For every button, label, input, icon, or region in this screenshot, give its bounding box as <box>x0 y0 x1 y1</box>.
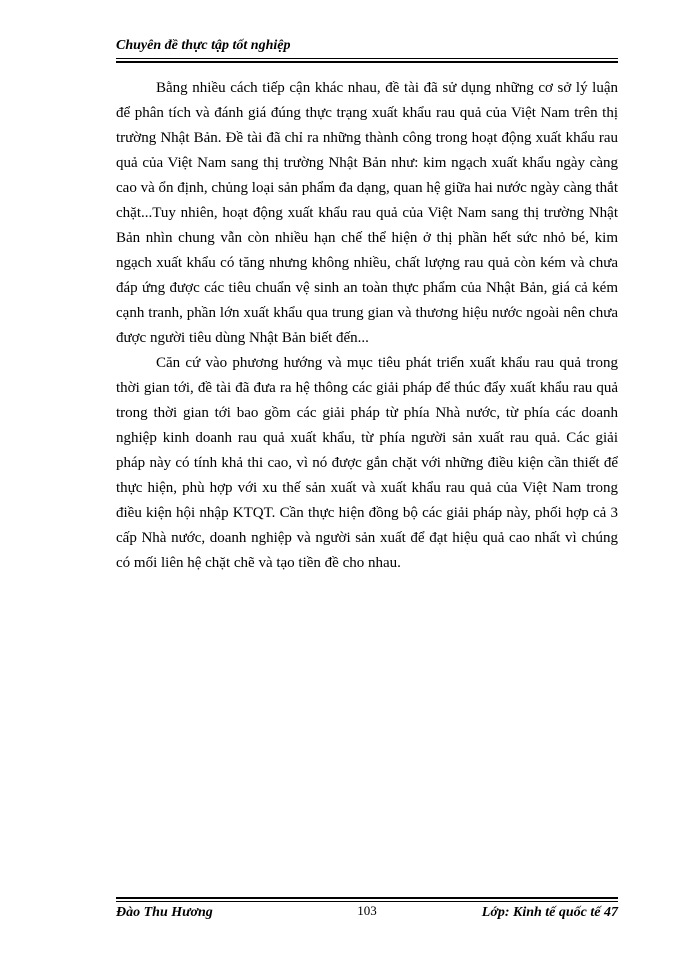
footer-rule-thick <box>116 897 618 899</box>
footer-rule-thin <box>116 901 618 902</box>
page-number: 103 <box>357 903 377 918</box>
page-footer <box>116 905 618 925</box>
footer-author: Đào Thu Hương <box>116 905 213 920</box>
document-body <box>116 76 618 576</box>
page-header-title: Chuyên đề thực tập tốt nghiệp <box>116 38 291 53</box>
header-rule-thin <box>116 58 618 59</box>
header-rule-thick <box>116 61 618 63</box>
footer-class-label: Lớp: Kinh tế quốc tế 47 <box>481 905 618 920</box>
body-paragraph-2: Căn cứ vào phương hướng và mục tiêu phát triển xuất khẩu rau quả trong thời gian tới, đề tài đã đưa ra hệ thông các giải pháp để thúc đẩy xuất khẩu rau quả trong thời gian tới bao gồm các giải pháp từ phía Nhà nước, từ phía các doanh nghiệp kinh doanh rau quả xuất khẩu, từ phía người sản xuất rau quả. Các giải pháp này có tính khả thi cao, vì nó được gắn chặt với những điều kiện cần thiết để thực hiện, phù hợp với xu thế sản xuất và xuất khẩu rau quả của Việt Nam trong điều kiện hội nhập KTQT. Cần thực hiện đồng bộ các giải pháp này, phối hợp cả 3 cấp Nhà nước, doanh nghiệp và người sản xuất để đạt hiệu quả cao nhất vì chúng có mối liên hệ chặt chẽ và tạo tiền đề cho nhau. <box>116 355 618 571</box>
body-paragraph-1: Bằng nhiều cách tiếp cận khác nhau, đề tài đã sử dụng những cơ sở lý luận để phân tích và đánh giá đúng thực trạng xuất khẩu rau quả của Việt Nam trên thị trường Nhật Bản. Đề tài đã chỉ ra những thành công trong hoạt động xuất khẩu rau quả của Việt Nam sang thị trường Nhật Bản như: kim ngạch xuất khẩu ngày càng cao và ổn định, chủng loại sản phẩm đa dạng, quan hệ giữa hai nước ngày càng thắt chặt...Tuy nhiên, hoạt động xuất khẩu rau quả của Việt Nam sang thị trường Nhật Bản nhìn chung vẫn còn nhiều hạn chế thể hiện ở thị phần hết sức nhỏ bé, kim ngạch xuất khẩu có tăng nhưng không nhiều, chất lượng rau quả còn kém và chưa đáp ứng được các tiêu chuẩn vệ sinh an toàn thực phẩm của Nhật Bản, giá cả kém cạnh tranh, phần lớn xuất khẩu qua trung gian và thương hiệu nước ngoài nên chưa được người tiêu dùng Nhật Bản biết đến... <box>116 80 618 346</box>
